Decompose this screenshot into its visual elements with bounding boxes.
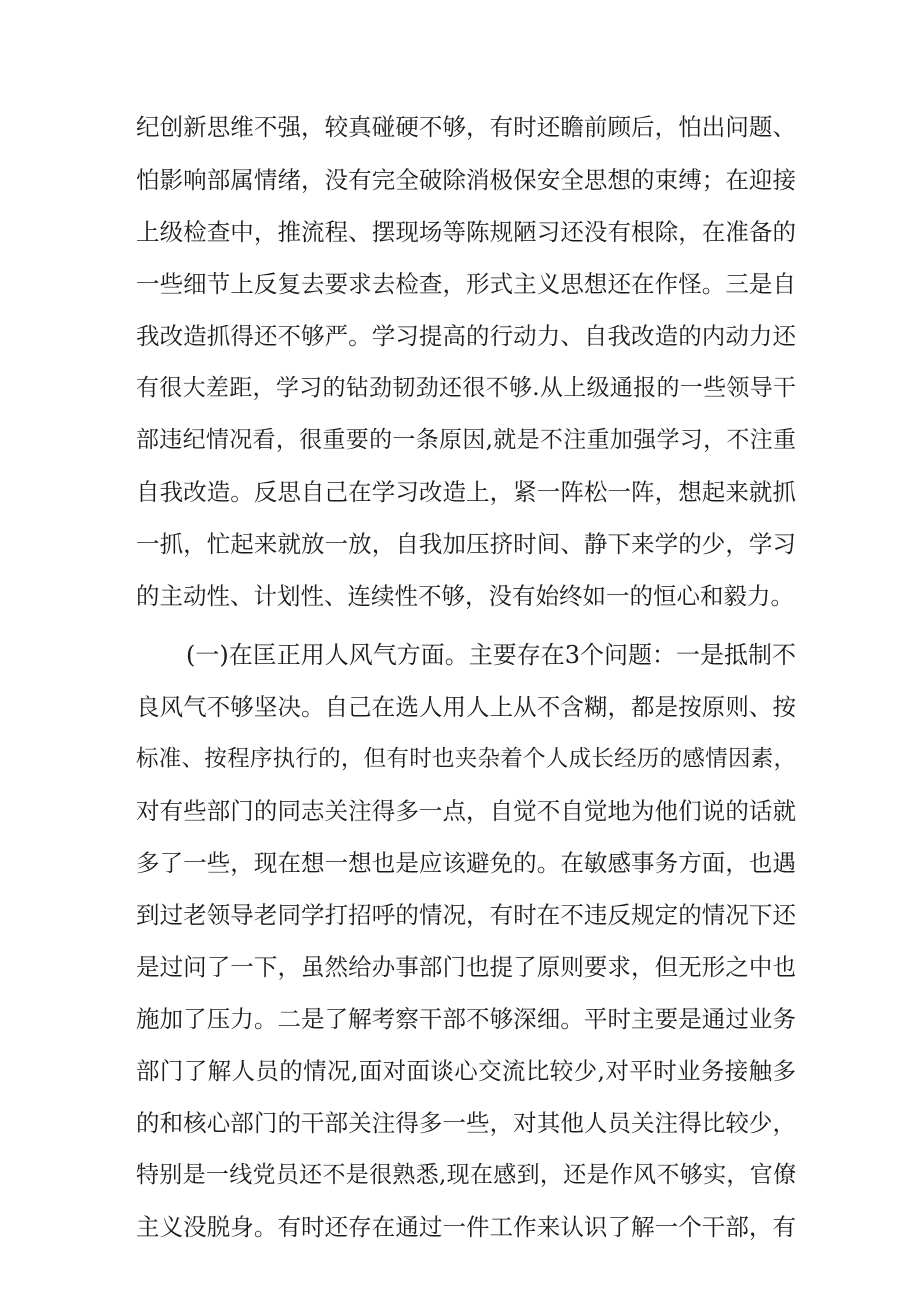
text-line: 我改造抓得还不够严。学习提高的行动力、自我改造的内动力还 xyxy=(136,322,796,350)
text-line: 施加了压力。二是了解考察干部不够深细。平时主要是通过业务 xyxy=(136,1005,796,1033)
text-line: 一抓，忙起来就放一放，自我加压挤时间、静下来学的少，学习 xyxy=(136,530,796,558)
text-line: 有很大差距，学习的钻劲韧劲还很不够.从上级通报的一些领导干 xyxy=(136,375,796,401)
text-line: 的主动性、计划性、连续性不够，没有始终如一的恒心和毅力。 xyxy=(136,582,794,610)
text-line: 多了一些，现在想一想也是应该避免的。在敏感事务方面，也遇 xyxy=(136,849,796,877)
text-line: 良风气不够坚决。自己在选人用人上从不含糊，都是按原则、按 xyxy=(136,693,796,721)
text-line: 主义没脱身。有时还存在通过一件工作来认识了解一个干部，有 xyxy=(136,1213,796,1241)
text-line: 到过老领导老同学打招呼的情况，有时在不违反规定的情况下还 xyxy=(136,901,796,929)
text-line: 纪创新思维不强，较真碰硬不够，有时还瞻前顾后，怕出问题、 xyxy=(136,113,796,141)
text-line: 上级检查中，推流程、摆现场等陈规陋习还没有根除，在准备的 xyxy=(136,218,796,246)
text-line: 部门了解人员的情况,面对面谈心交流比较少,对平时业务接触多 xyxy=(136,1057,796,1085)
text-line: 是过问了一下，虽然给办事部门也提了原则要求，但无形之中也 xyxy=(136,953,796,981)
text-line: 的和核心部门的干部关注得多一些，对其他人员关注得比较少， xyxy=(136,1109,796,1137)
text-line: 特别是一线党员还不是很熟悉,现在感到，还是作风不够实，官僚 xyxy=(136,1162,796,1188)
text-line: 部违纪情况看，很重要的一条原因,就是不注重加强学习，不注重 xyxy=(136,427,796,453)
text-line: 自我改造。反思自己在学习改造上，紧一阵松一阵，想起来就抓 xyxy=(136,478,796,506)
text-line: 一些细节上反复去要求去检查，形式主义思想还在作怪。三是自 xyxy=(136,270,796,298)
text-line: 怕影响部属情绪，没有完全破除消极保安全思想的束缚；在迎接 xyxy=(136,166,796,194)
text-line: (一)在匡正用人风气方面。主要存在3个问题：一是抵制不 xyxy=(186,641,796,669)
text-line: 标准、按程序执行的，但有时也夹杂着个人成长经历的感情因素， xyxy=(136,746,796,772)
text-line: 对有些部门的同志关注得多一点，自觉不自觉地为他们说的话就 xyxy=(136,797,796,825)
